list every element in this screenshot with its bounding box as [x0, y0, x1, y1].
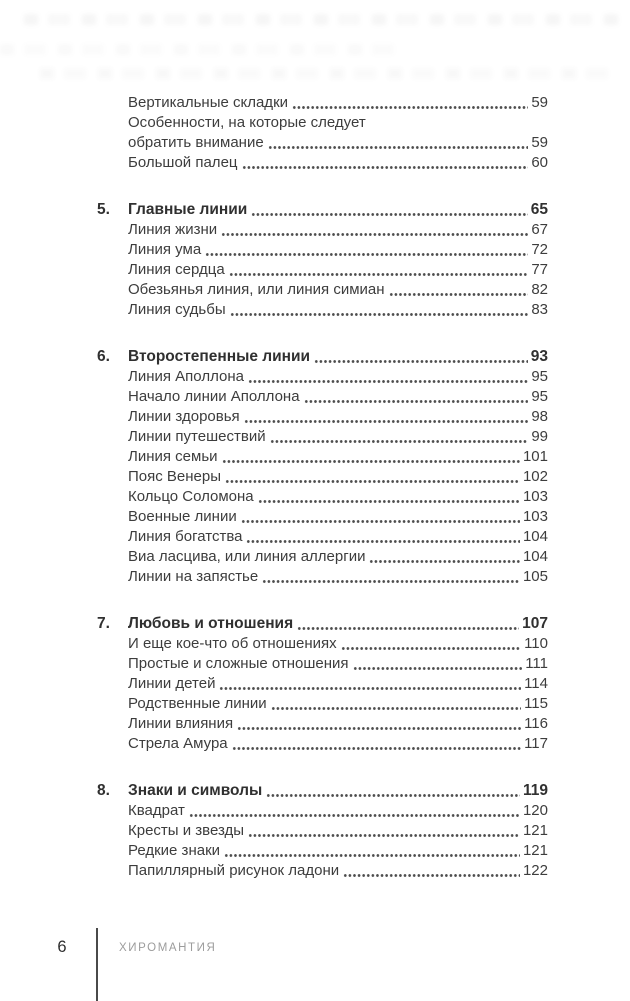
toc-page-number: 104	[522, 548, 548, 565]
toc-page-number: 59	[531, 134, 548, 151]
toc-page-number: 95	[531, 388, 548, 405]
toc-entry	[97, 387, 548, 407]
dot-leader	[225, 467, 520, 487]
toc-page-number: 122	[522, 862, 548, 879]
toc-block	[97, 93, 548, 173]
toc-entry-title: Редкие знаки	[128, 842, 221, 859]
toc-entry-title: Линии на запястье	[128, 568, 259, 585]
toc-page-number: 119	[522, 782, 548, 799]
toc-page-number: 67	[531, 221, 548, 238]
toc-entry	[97, 220, 548, 240]
toc-page-number: 101	[522, 448, 548, 465]
toc-entry-title: Вертикальные складки	[128, 94, 289, 111]
dot-leader	[251, 200, 527, 220]
toc-section-title: Любовь и отношения	[128, 615, 294, 632]
toc-entry-title: Линия Аполлона	[128, 368, 244, 385]
toc-section-header	[97, 200, 548, 220]
toc-entry	[97, 447, 548, 467]
toc-page-number: 117	[524, 735, 548, 752]
dot-leader	[230, 300, 529, 320]
dot-leader	[205, 240, 528, 260]
dot-leader	[304, 387, 529, 407]
toc-entry-title: Квадрат	[128, 802, 185, 819]
toc-page-number: 59	[531, 94, 548, 111]
toc-entry	[97, 367, 548, 387]
toc-entry	[97, 487, 548, 507]
dot-leader	[389, 280, 529, 300]
dot-leader	[262, 567, 520, 587]
footer-vertical-rule	[96, 928, 98, 1001]
toc-block	[97, 781, 548, 881]
toc-entry	[97, 427, 548, 447]
dot-leader	[270, 427, 529, 447]
toc-section-number: 8.	[97, 782, 110, 799]
toc-entry-title: Обезьянья линия, или линия симиан	[128, 281, 385, 298]
dot-leader	[297, 614, 519, 634]
toc-page-number: 121	[522, 822, 548, 839]
dot-leader	[248, 367, 528, 387]
dot-leader	[221, 220, 528, 240]
toc-section-header	[97, 347, 548, 367]
toc-page-number: 98	[531, 408, 548, 425]
toc-page-number: 77	[531, 261, 548, 278]
dot-leader	[222, 447, 520, 467]
toc-entry	[97, 714, 548, 734]
toc-entry	[97, 280, 548, 300]
dot-leader	[224, 841, 520, 861]
dot-leader	[343, 861, 520, 881]
toc-entry	[97, 240, 548, 260]
toc-page-number: 103	[522, 488, 548, 505]
toc-entry	[97, 734, 548, 754]
toc-page-number: 103	[522, 508, 548, 525]
toc-entry-title: Стрела Амура	[128, 735, 228, 752]
toc-page-number: 65	[530, 201, 548, 218]
toc-page-number: 104	[522, 528, 548, 545]
dot-leader	[241, 507, 520, 527]
page-number: 6	[57, 938, 67, 956]
toc-block	[97, 347, 548, 587]
running-title: ХИРОМАНТИЯ	[119, 942, 217, 954]
toc-page-number: 120	[522, 802, 548, 819]
toc-page-number: 114	[524, 675, 548, 692]
toc-page-number: 60	[531, 154, 548, 171]
dot-leader	[353, 654, 523, 674]
ink-bleed-through	[24, 14, 620, 25]
toc-entry	[97, 634, 548, 654]
toc-entry	[97, 527, 548, 547]
dot-leader	[292, 93, 528, 113]
toc-entry	[97, 841, 548, 861]
toc-entry-title: Линия ума	[128, 241, 202, 258]
toc-entry-title: Виа ласцива, или линия аллергии	[128, 548, 366, 565]
ink-bleed-through	[40, 68, 610, 79]
toc-entry-title: Родственные линии	[128, 695, 267, 712]
toc-section-header	[97, 781, 548, 801]
toc-page-number: 111	[525, 655, 548, 672]
dot-leader	[266, 781, 520, 801]
toc-section-number: 7.	[97, 615, 110, 632]
toc-section-number: 6.	[97, 348, 110, 365]
dot-leader	[237, 714, 521, 734]
dot-leader	[219, 674, 521, 694]
toc-entry	[97, 507, 548, 527]
toc-entry	[97, 801, 548, 821]
dot-leader	[271, 694, 521, 714]
toc-page-number: 102	[522, 468, 548, 485]
toc-page-number: 110	[524, 635, 548, 652]
dot-leader	[242, 153, 529, 173]
toc-entry	[97, 694, 548, 714]
toc-page-number: 99	[531, 428, 548, 445]
table-of-contents	[97, 93, 548, 881]
toc-entry	[97, 300, 548, 320]
toc-page-number: 82	[531, 281, 548, 298]
toc-entry-title: Линии влияния	[128, 715, 234, 732]
toc-page-number: 83	[531, 301, 548, 318]
toc-page-number: 121	[522, 842, 548, 859]
toc-entry	[97, 407, 548, 427]
toc-page-number: 107	[522, 615, 548, 632]
dot-leader	[189, 801, 520, 821]
toc-entry-title: Линия сердца	[128, 261, 225, 278]
toc-section-title: Знаки и символы	[128, 782, 263, 799]
dot-leader	[258, 487, 520, 507]
dot-leader	[244, 407, 529, 427]
toc-entry-title: Папиллярный рисунок ладони	[128, 862, 340, 879]
toc-entry	[97, 260, 548, 280]
toc-entry	[97, 567, 548, 587]
toc-entry-title: Линии путешествий	[128, 428, 266, 445]
toc-entry-title: обратить внимание	[128, 134, 264, 151]
toc-block	[97, 200, 548, 320]
toc-section-title: Второстепенные линии	[128, 348, 311, 365]
toc-entry-title: Линии здоровья	[128, 408, 240, 425]
toc-block	[97, 614, 548, 754]
toc-entry	[97, 861, 548, 881]
toc-entry-title: Большой палец	[128, 154, 238, 171]
toc-entry-title: Начало линии Аполлона	[128, 388, 300, 405]
toc-entry	[97, 821, 548, 841]
dot-leader	[232, 734, 521, 754]
toc-entry-title: Особенности, на которые следует	[128, 114, 366, 131]
toc-page-number: 93	[530, 348, 548, 365]
toc-entry-title: Простые и сложные отношения	[128, 655, 349, 672]
toc-entry-title: Кольцо Соломона	[128, 488, 254, 505]
toc-entry-title: Линии детей	[128, 675, 216, 692]
dot-leader	[229, 260, 529, 280]
toc-entry-title: Линия судьбы	[128, 301, 226, 318]
toc-entry	[97, 93, 548, 113]
toc-page-number: 105	[522, 568, 548, 585]
dot-leader	[341, 634, 521, 654]
toc-entry	[97, 153, 548, 173]
toc-section-title: Главные линии	[128, 201, 248, 218]
dot-leader	[369, 547, 520, 567]
ink-bleed-through	[0, 44, 400, 55]
toc-entry	[97, 133, 548, 153]
dot-leader	[314, 347, 528, 367]
toc-entry-title: И еще кое-что об отношениях	[128, 635, 337, 652]
toc-section-number: 5.	[97, 201, 110, 218]
dot-leader	[268, 133, 529, 153]
toc-page-number: 116	[524, 715, 548, 732]
toc-entry	[97, 654, 548, 674]
toc-entry	[97, 467, 548, 487]
dot-leader	[246, 527, 519, 547]
toc-entry-title: Кресты и звезды	[128, 822, 245, 839]
toc-page-number: 115	[524, 695, 548, 712]
toc-entry	[97, 674, 548, 694]
toc-entry-title: Линия богатства	[128, 528, 243, 545]
toc-entry	[97, 547, 548, 567]
toc-entry-title: Линия жизни	[128, 221, 218, 238]
toc-entry	[97, 113, 548, 133]
toc-section-header	[97, 614, 548, 634]
toc-entry-title: Пояс Венеры	[128, 468, 222, 485]
toc-entry-title: Военные линии	[128, 508, 237, 525]
dot-leader	[248, 821, 520, 841]
toc-entry-title: Линия семьи	[128, 448, 218, 465]
toc-page-number: 72	[531, 241, 548, 258]
toc-page-number: 95	[531, 368, 548, 385]
